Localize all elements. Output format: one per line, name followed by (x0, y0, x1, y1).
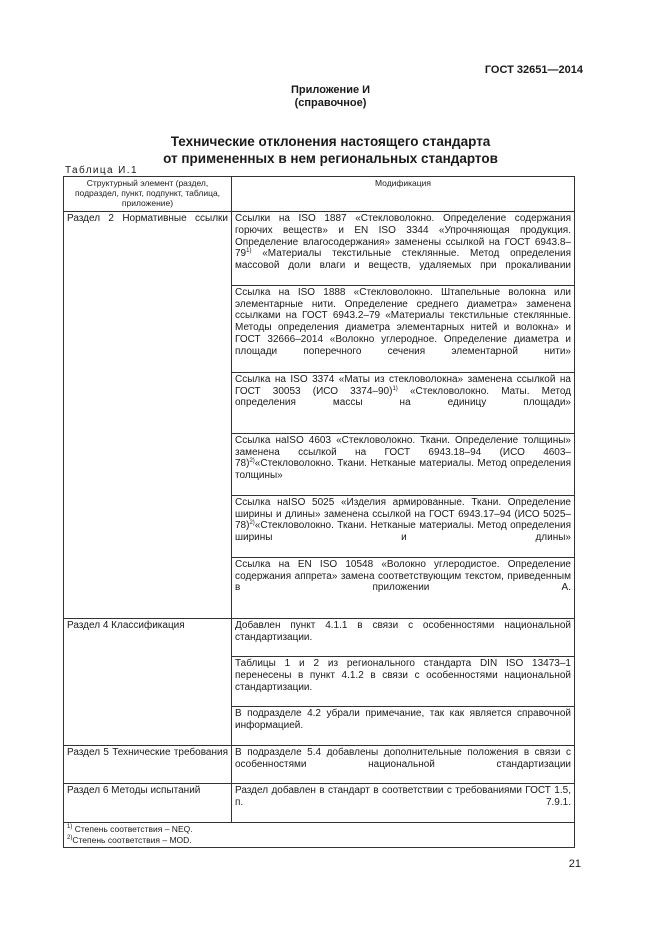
modification-text: «Стекловолокно. Маты. Метод определения массы на единицу площади» (235, 385, 571, 409)
standard-number: ГОСТ 32651—2014 (484, 64, 583, 76)
modification-cell (232, 372, 575, 433)
table-row (64, 784, 575, 822)
footnote-mark: 1) (246, 248, 252, 255)
modification-cell (232, 212, 575, 286)
modification-text: Ссылка наISO 4603 «Стекловолокно. Ткани. Определение толщины» заменена ссылкой на ГОСТ 6943.18–94 (ИСО 4603–78) (235, 434, 571, 470)
table-header-row (64, 177, 575, 212)
footnote-mark: 1) (67, 823, 73, 830)
modification-cell (232, 495, 575, 557)
footnote-mark: 2) (67, 834, 73, 841)
footnote (67, 835, 571, 846)
document-title-line1: Технические отклонения настоящего стандарта (170, 134, 491, 149)
footnote-mark: 2) (249, 520, 255, 527)
modification-text: Ссылка на ISO 3374 «Маты из стекловолокна» заменена ссылкой на ГОСТ 30053 (ИСО 3374–90) (235, 373, 571, 397)
table-row (64, 745, 575, 783)
section-cell: Раздел 4 Классификация (64, 618, 232, 745)
modification-text: Ссылка на ISO 1888 «Стекловолокно. Штапельные волокна или элементарные нити. Определение среднего диаметра» заменена ссылками на ГОСТ 6943.2–79 «Материалы текстильные стеклянные. Методы определения диаметра элементарных нитей и волокна» и ГОСТ 32666–2014 «Волокно углеродное. Определение диаметра и площади поперечного сечения элементарной нити» (235, 286, 571, 357)
footnote-mark: 1) (392, 385, 398, 392)
section-cell: Раздел 2 Нормативные ссылки (64, 212, 232, 619)
modification-cell: Раздел добавлен в стандарт в соответствии с требованиями ГОСТ 1.5, п. 7.9.1. (232, 784, 575, 822)
modification-cell (232, 557, 575, 618)
table-footnotes-row (64, 822, 575, 847)
footnote-text: Степень соответствия – NEQ. (72, 823, 193, 834)
footnote-mark: 2) (249, 458, 255, 465)
footnote-text: Степень соответствия – MOD. (72, 834, 192, 845)
modification-cell: Добавлен пункт 4.1.1 в связи с особенностями национальной стандартизации. (232, 618, 575, 656)
modification-cell (232, 433, 575, 495)
modification-text: Ссылки на ISO 1887 «Стекловолокно. Определение содержания горючих веществ» и EN ISO 3344 «Упрочняющая продукция. Определение влагосодержания» заменены ссылкой на ГОСТ 6943.8–79 (235, 213, 571, 260)
modification-cell: В подразделе 5.4 добавлены дополнительные положения в связи с особенностями национальной стандартизации (232, 745, 575, 783)
column-header-modification: Модификация (232, 177, 575, 212)
table-label: Таблица И.1 (65, 165, 138, 176)
modification-text: Ссылка наISO 5025 «Изделия армированные. Ткани. Определение ширины и длины» заменена ссылкой на ГОСТ 6943.17–94 (ИСО 5025–78) (235, 496, 571, 532)
section-cell: Раздел 5 Технические требования (64, 745, 232, 783)
section-cell: Раздел 6 Методы испытаний (64, 784, 232, 822)
modification-cell: Таблицы 1 и 2 из регионального стандарта DIN ISO 13473–1 перенесены в пункт 4.1.2 в связи с особенностями национальной стандартизации. (232, 657, 575, 707)
modification-cell: В подразделе 4.2 убрали примечание, так как является справочной информацией. (232, 707, 575, 745)
modification-text: Ссылка на EN ISO 10548 «Волокно углеродистое. Определение содержания аппрета» замена соответствующим текстом, приведенным в приложении А. (235, 558, 571, 594)
deviations-table (63, 176, 575, 848)
document-title-line2: от примененных в нем региональных стандартов (163, 151, 498, 166)
modification-cell (232, 285, 575, 372)
modification-text: «Стекловолокно. Ткани. Нетканые материалы. Метод определения ширины и длины» (235, 520, 571, 544)
footnote (67, 824, 571, 835)
appendix-title: Приложение И (290, 84, 371, 96)
column-header-element: Структурный элемент (раздел, подраздел, пункт, подпункт, таблица, приложение) (64, 177, 232, 212)
table-row (64, 212, 575, 286)
footnotes-cell (64, 822, 575, 847)
modification-text: «Стекловолокно. Ткани. Нетканые материалы. Метод определения толщины» (235, 458, 571, 482)
table-row (64, 618, 575, 656)
page-number: 21 (568, 858, 581, 870)
appendix-subtitle: (справочное) (294, 97, 367, 109)
modification-text: «Материалы текстильные стеклянные. Метод определения массовой доли влаги и веществ, удаляемых при прокаливании (235, 248, 571, 272)
